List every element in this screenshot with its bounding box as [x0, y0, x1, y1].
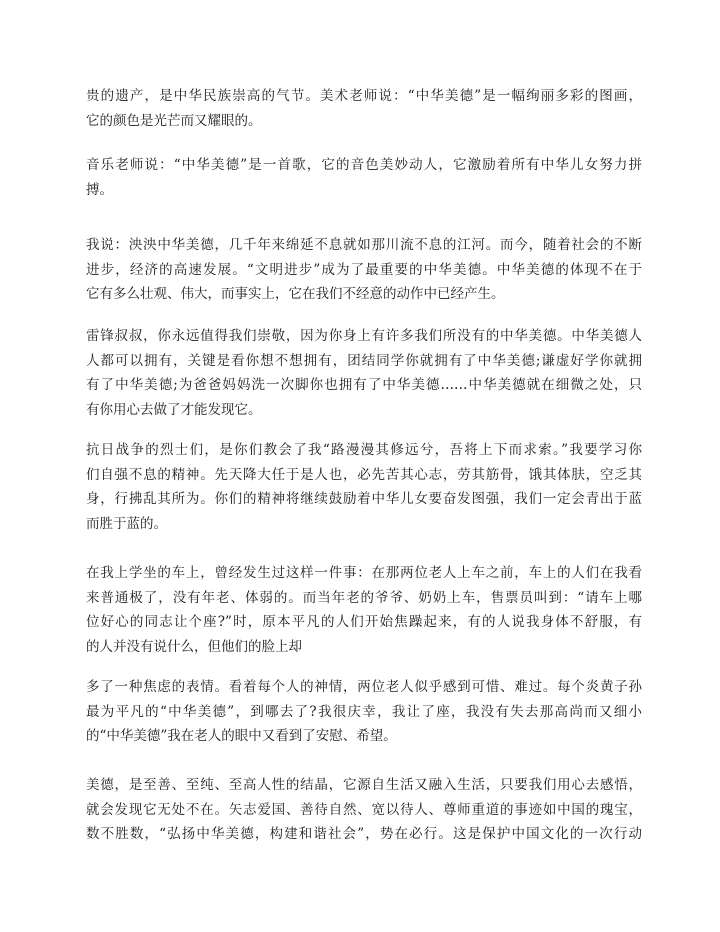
- text-line: 它的颜色是光芒而又耀眼的。: [86, 112, 262, 129]
- text-line: 音乐老师说：“中华美德”是一首歌，它的音色美妙动人，它激励着所有中华儿女努力拼: [86, 157, 642, 173]
- paragraph-2: [86, 153, 642, 202]
- text-line: 进步，经济的高速发展。“文明进步”成为了最重要的中华美德。中华美德的体现不在于: [86, 261, 642, 278]
- paragraph-3: [86, 233, 642, 307]
- text-line: 来普通极了，没有年老、体弱的。而当年老的爷爷、奶奶上车，售票员叫到：“请车上哪: [86, 589, 642, 606]
- text-line: 有了中华美德;为爸爸妈妈洗一次脚你也拥有了中华美德……中华美德就在细微之处，只: [86, 377, 642, 393]
- paragraph-6: [86, 561, 642, 659]
- text-line: 雷锋叔叔，你永远值得我们崇敬，因为你身上有许多我们所没有的中华美德。中华美德人: [86, 328, 642, 344]
- text-line: 搏。: [86, 181, 113, 198]
- text-line: 在我上学坐的车上，曾经发生过这样一件事：在那两位老人上车之前，车上的人们在我看: [86, 565, 642, 581]
- text-line: 的人并没有说什么，但他们的脸上却: [86, 638, 302, 655]
- text-line: 美德，是至善、至纯、至高人性的结晶，它源自生活又融入生活，只要我们用心去感悟，: [86, 777, 642, 793]
- text-line: 贵的遗产，是中华民族崇高的气节。美术老师说：“中华美德”是一幅绚丽多彩的图画，: [86, 88, 642, 104]
- paragraph-7: [86, 675, 642, 749]
- text-line: 数不胜数，“弘扬中华美德，构建和谐社会”，势在必行。这是保护中国文化的一次行动: [86, 826, 642, 842]
- text-line: 我说：泱泱中华美德，几千年来绵延不息就如那川流不息的江河。而今，随着社会的不断: [86, 237, 642, 253]
- text-line: 抗日战争的烈士们，是你们教会了我“路漫漫其修远兮，吾将上下而求索。”我要学习你: [86, 442, 642, 458]
- text-line: 就会发现它无处不在。矢志爱国、善待自然、宽以待人、尊师重道的事迹如中国的瑰宝，: [86, 801, 642, 818]
- text-line: 最为平凡的“中华美德”，到哪去了?我很庆幸，我让了座，我没有失去那高尚而又细小: [86, 703, 642, 720]
- paragraph-5: [86, 438, 642, 536]
- text-line: 而胜于蓝的。: [86, 515, 167, 532]
- text-line: 人都可以拥有，关键是看你想不想拥有，团结同学你就拥有了中华美德;谦虚好学你就拥: [86, 352, 642, 369]
- paragraph-4: [86, 324, 642, 422]
- text-line: 位好心的同志让个座?”时，原本平凡的人们开始焦躁起来，有的人说我身体不舒服，有: [86, 614, 642, 630]
- text-line: 它有多么壮观、伟大，而事实上，它在我们不经意的动作中已经产生。: [86, 286, 505, 302]
- text-line: 们自强不息的精神。先天降大任于是人也，必先苦其心志，劳其筋骨，饿其体肤，空乏其: [86, 466, 642, 483]
- text-line: 有你用心去做了才能发现它。: [86, 401, 262, 418]
- text-line: 的“中华美德”我在老人的眼中又看到了安慰、希望。: [86, 728, 397, 744]
- text-line: 多了一种焦虑的表情。看着每个人的神情，两位老人似乎感到可惜、难过。每个炎黄子孙: [86, 679, 642, 695]
- paragraph-1: [86, 84, 642, 133]
- paragraph-8: [86, 773, 642, 847]
- text-line: 身，行拂乱其所为。你们的精神将继续鼓励着中华儿女要奋发图强，我们一定会青出于蓝: [86, 491, 642, 507]
